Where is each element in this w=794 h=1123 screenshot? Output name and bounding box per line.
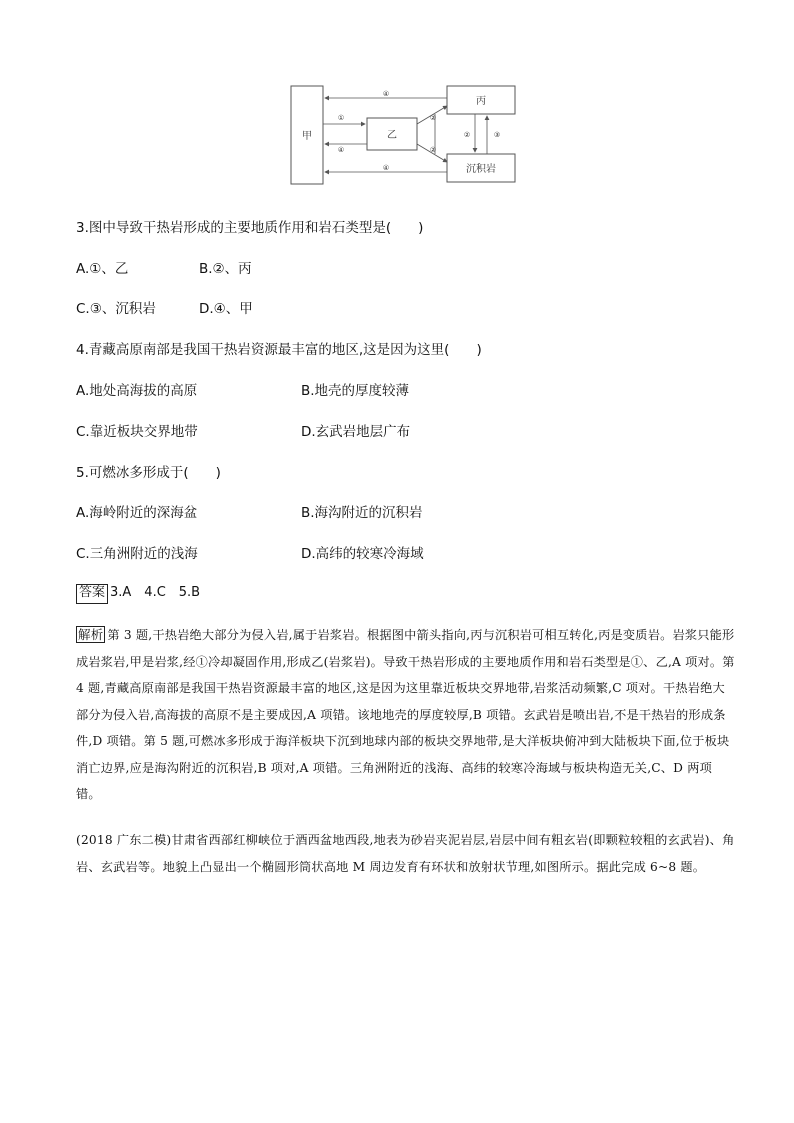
rock-cycle-diagram xyxy=(289,84,517,186)
question-3-stem: 3.图中导致干热岩形成的主要地质作用和岩石类型是( ) xyxy=(76,220,424,236)
question-4-option-d: D.玄武岩地层广布 xyxy=(301,424,411,440)
arrow-label-1: ① xyxy=(337,114,345,122)
box-sediment-label: 沉积岩 xyxy=(466,164,496,175)
analysis-block xyxy=(76,622,736,808)
question-5-stem: 5.可燃冰多形成于( ) xyxy=(76,465,221,481)
arrow-label-2-side: ② xyxy=(463,131,471,139)
question-4-option-c: C.靠近板块交界地带 xyxy=(76,424,198,440)
box-yi-label: 乙 xyxy=(387,130,397,141)
arrow-label-2-bottom: ② xyxy=(429,146,437,154)
answer-text: 3.A 4.C 5.B xyxy=(110,585,201,600)
arrow-label-4-mid: ④ xyxy=(337,146,345,154)
arrow-label-4-top: ④ xyxy=(382,90,390,98)
question-3-option-d: D.④、甲 xyxy=(199,301,253,317)
question-3-option-a: A.①、乙 xyxy=(76,261,129,277)
box-bing-label: 丙 xyxy=(476,96,486,107)
question-4-option-b: B.地壳的厚度较薄 xyxy=(301,383,410,399)
question-3-option-b: B.②、丙 xyxy=(199,261,252,277)
question-4-option-a: A.地处高海拔的高原 xyxy=(76,383,198,399)
analysis-text: 第 3 题,干热岩绝大部分为侵入岩,属于岩浆岩。根据图中箭头指向,丙与沉积岩可相互转化,丙是变质岩。岩浆只能形成岩浆岩,甲是岩浆,经①冷却凝固作用,形成乙(岩浆岩)。导致干热岩形成的主要地质作用和岩石类型是①、乙,A 项对。第 4 题,青藏高原南部是我国干热岩资源最丰富的地区,这是因为这里靠近板块交界地带,岩浆活动频繁,C 项对。干热岩绝大部分为侵入岩,高海拔的高原不是主要成因,A 项错。该地地壳的厚度较厚,B 项错。玄武岩是喷出岩,不是干热岩的形成条件,D 项错。第 5 题,可燃冰多形成于海洋板块下沉到地球内部的板块交界地带,是大洋板块俯冲到大陆板块下面,位于板块消亡边界,应是海沟附近的沉积岩,B 项对,A 项错。三角洲附近的浅海、高纬的较寒冷海域与板块构造无关,C、D 两项错。 xyxy=(76,628,735,801)
question-5-option-c: C.三角洲附近的浅海 xyxy=(76,546,198,562)
rock-cycle-diagram-svg xyxy=(289,84,517,186)
question-5-option-a: A.海岭附近的深海盆 xyxy=(76,505,198,521)
analysis-label: 解析 xyxy=(78,627,104,642)
passage-text: (2018 广东二模)甘肃省西部红柳峡位于酒西盆地西段,地表为砂岩夹泥岩层,岩层中间有粗玄岩(即颗粒较粗的玄武岩)、角岩、玄武岩等。地貌上凸显出一个椭圆形筒状高地 M 周边发育有环状和放射状节理,如图所示。据此完成 6~8 题。 xyxy=(76,833,735,874)
question-5-option-b: B.海沟附近的沉积岩 xyxy=(301,505,423,521)
reading-passage xyxy=(76,827,736,880)
answer-label: 答案 xyxy=(76,584,108,604)
arrow-label-3: ③ xyxy=(493,131,501,139)
arrow-label-2-top: ② xyxy=(429,114,437,122)
question-3-option-c: C.③、沉积岩 xyxy=(76,301,156,317)
box-jia-label: 甲 xyxy=(302,131,312,142)
question-5-option-d: D.高纬的较寒冷海域 xyxy=(301,546,424,562)
question-4-stem: 4.青藏高原南部是我国干热岩资源最丰富的地区,这是因为这里( ) xyxy=(76,342,482,358)
arrow-label-4-bottom: ④ xyxy=(382,164,390,172)
